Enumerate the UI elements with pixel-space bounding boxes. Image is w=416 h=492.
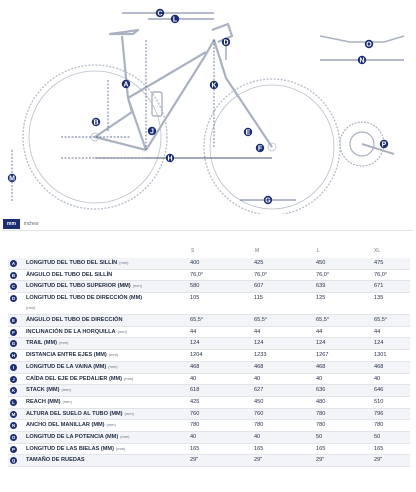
- marker-m: [8, 174, 16, 183]
- row-badge: N: [11, 423, 16, 429]
- row-label-text: DISTANCIA ENTRE EJES (MM): [26, 352, 107, 359]
- row-unit: (mm): [26, 305, 36, 311]
- svg-text:A: A: [123, 81, 129, 89]
- row-value: 76,0°: [190, 271, 204, 278]
- row-value: 607: [254, 283, 264, 290]
- row-value: 475: [374, 260, 384, 266]
- row-value: 44: [374, 328, 381, 335]
- row-badge: Q: [11, 458, 16, 464]
- row-value: 510: [374, 398, 384, 405]
- svg-text:K: K: [211, 82, 217, 90]
- row-value: 646: [374, 387, 384, 394]
- marker-l: [171, 15, 179, 24]
- row-value: 165: [254, 445, 264, 452]
- row-value: 65,5°: [190, 317, 204, 324]
- row-value: 135: [374, 295, 384, 302]
- tab-mm[interactable]: mm: [3, 219, 20, 229]
- row-value: 780: [316, 410, 326, 417]
- row-badge: G: [11, 341, 16, 347]
- svg-text:J: J: [150, 128, 154, 136]
- row-label-text: ANCHO DEL MANILLAR (MM): [26, 422, 105, 429]
- row-label: [26, 272, 112, 278]
- table-row: [8, 350, 410, 362]
- marker-h: [166, 154, 174, 163]
- svg-text:P: P: [381, 141, 387, 149]
- marker-a: [122, 80, 130, 89]
- row-value: 40: [190, 433, 197, 440]
- svg-text:F: F: [257, 145, 263, 153]
- geometry-table: [8, 244, 410, 467]
- row-label: [26, 352, 118, 358]
- row-label-text: LONGITUD DEL TUBO DE DIRECCIÓN (MM): [26, 295, 143, 302]
- row-value: 760: [254, 410, 264, 417]
- table-row: [8, 258, 410, 270]
- row-badge: H: [11, 353, 16, 359]
- row-badge: O: [11, 434, 16, 440]
- row-value: 50: [316, 433, 323, 440]
- row-value: 65,5°: [374, 317, 388, 324]
- row-value: 468: [254, 363, 264, 370]
- row-value: 480: [316, 398, 326, 405]
- row-value: 165: [190, 445, 200, 452]
- row-value: 40: [254, 375, 261, 382]
- unit-toggle: [3, 218, 42, 230]
- row-value: 400: [190, 260, 200, 266]
- row-badge: P: [11, 446, 15, 452]
- row-value: 124: [190, 340, 200, 347]
- svg-text:E: E: [245, 129, 251, 137]
- marker-f: [256, 144, 264, 153]
- svg-text:G: G: [265, 197, 271, 205]
- row-badge: M: [11, 411, 16, 417]
- row-value: 1233: [254, 352, 267, 359]
- row-label-text: STACK (MM): [26, 387, 60, 394]
- row-value: 76,0°: [254, 271, 268, 278]
- row-label: [26, 364, 118, 370]
- svg-text:H: H: [167, 155, 173, 163]
- row-value: 760: [190, 410, 200, 417]
- svg-text:M: M: [9, 175, 15, 183]
- row-label: [26, 399, 72, 405]
- row-value: 468: [374, 363, 384, 370]
- row-value: 124: [254, 340, 264, 347]
- marker-k: [210, 81, 218, 90]
- row-badge: L: [10, 399, 17, 406]
- table-row: [8, 455, 410, 467]
- row-label: [26, 329, 127, 335]
- row-value: 29": [190, 457, 199, 464]
- table-row: [8, 338, 410, 350]
- table-row: [8, 362, 410, 374]
- row-label: [26, 260, 129, 266]
- row-label-text: LONGITUD DE LA VAINA (MM): [26, 363, 107, 370]
- row-value: 44: [190, 328, 197, 335]
- row-value: 29": [254, 457, 263, 464]
- row-value: 1267: [316, 352, 329, 359]
- row-label: [26, 457, 85, 463]
- tab-inches[interactable]: inches: [23, 221, 39, 227]
- table-row: [8, 409, 410, 421]
- row-value: 780: [254, 422, 264, 429]
- row-label: [26, 340, 68, 346]
- row-value: 124: [374, 340, 384, 347]
- row-label-text: ALTURA DEL SUELO AL TUBO (MM): [26, 410, 123, 417]
- row-unit: (mm): [115, 445, 126, 451]
- row-unit: (mm): [119, 260, 129, 265]
- svg-text:O: O: [366, 41, 372, 49]
- tabs-divider: [3, 230, 413, 231]
- row-badge: J: [10, 376, 17, 383]
- row-label-text: LONGITUD DEL TUBO DEL SILLÍN: [26, 260, 118, 266]
- row-value: 671: [374, 283, 384, 290]
- row-label-text: ÁNGULO DEL TUBO DE DIRECCIÓN: [26, 317, 123, 324]
- row-value: 50: [374, 433, 381, 440]
- row-unit: (mm): [117, 328, 127, 334]
- row-value: 165: [316, 445, 326, 452]
- table-header: [8, 244, 410, 258]
- table-row: [8, 420, 410, 432]
- row-value: 618: [190, 387, 200, 394]
- row-label: [26, 376, 133, 382]
- row-value: 450: [254, 398, 264, 405]
- row-unit: (mm): [108, 363, 118, 369]
- row-unit: (mm): [58, 340, 69, 346]
- row-label-text: CAÍDA DEL EJE DE PEDALIER (MM): [26, 375, 123, 382]
- row-value: 125: [316, 295, 326, 302]
- row-value: 780: [374, 422, 384, 429]
- marker-b: [92, 118, 100, 127]
- geometry-illustration: [0, 0, 416, 214]
- row-label: [26, 434, 130, 440]
- row-value: 639: [316, 283, 326, 290]
- svg-text:B: B: [93, 119, 99, 127]
- table-row: [8, 281, 410, 293]
- row-unit: (mm): [61, 387, 71, 393]
- row-value: 29": [316, 457, 325, 464]
- row-label-text: TRAIL (MM): [26, 340, 57, 347]
- row-unit: (mm): [108, 352, 119, 358]
- row-value: 40: [374, 375, 381, 382]
- row-value: 580: [190, 283, 200, 290]
- row-label-text: ÁNGULO DEL TUBO DEL SILLÍN: [26, 271, 113, 278]
- row-unit: (mm): [62, 398, 72, 404]
- row-value: 796: [374, 410, 384, 417]
- marker-o: [365, 40, 373, 49]
- row-value: 425: [254, 260, 264, 266]
- row-badge: C: [11, 284, 16, 290]
- row-label-text: INCLINACIÓN DE LA HORQUILLA: [26, 328, 116, 335]
- row-unit: (mm): [124, 375, 134, 381]
- marker-n: [358, 56, 366, 65]
- row-unit: (mm): [120, 433, 130, 439]
- table-row: [8, 270, 410, 282]
- row-label: [26, 411, 134, 417]
- svg-text:L: L: [172, 16, 178, 24]
- row-value: 468: [316, 363, 326, 370]
- row-label: [26, 422, 116, 428]
- table-row: [8, 327, 410, 339]
- table-row: [8, 374, 410, 386]
- size-header: XL: [374, 248, 381, 254]
- row-unit: (mm): [124, 410, 134, 416]
- size-header: M: [255, 248, 260, 254]
- row-badge: E: [11, 318, 15, 324]
- row-value: 165: [374, 445, 384, 452]
- row-value: 450: [316, 260, 326, 266]
- row-value: 425: [190, 398, 200, 405]
- row-value: 468: [190, 363, 200, 370]
- row-value: 115: [254, 295, 263, 302]
- size-header: L: [317, 248, 320, 254]
- row-label: [26, 446, 125, 452]
- table-row: [8, 385, 410, 397]
- table-row: [8, 293, 410, 315]
- marker-d: [222, 38, 230, 47]
- row-unit: (mm): [132, 283, 142, 289]
- row-value: 636: [316, 387, 326, 394]
- row-value: 124: [316, 340, 326, 347]
- row-label-text: LONGITUD DE LAS BIELAS (MM): [26, 445, 114, 452]
- bike-geometry-diagram: [0, 0, 416, 214]
- row-value: 1301: [374, 352, 387, 359]
- row-badge: K: [11, 388, 16, 394]
- svg-text:D: D: [223, 39, 229, 47]
- row-label-text: LONGITUD DE LA POTENCIA (MM): [26, 433, 119, 440]
- table-row: [8, 432, 410, 444]
- row-value: 780: [190, 422, 200, 429]
- svg-text:C: C: [157, 10, 163, 18]
- row-value: 780: [316, 422, 326, 429]
- svg-text:N: N: [359, 57, 365, 65]
- row-label-text: LONGITUD DEL TUBO SUPERIOR (MM): [26, 283, 131, 290]
- row-value: 65,5°: [254, 317, 268, 324]
- row-value: 40: [254, 433, 261, 440]
- row-label: [26, 295, 143, 311]
- row-value: 65,5°: [316, 317, 330, 324]
- row-badge: D: [11, 296, 16, 302]
- table-row: [8, 397, 410, 409]
- marker-e: [244, 128, 252, 137]
- size-header: S: [191, 248, 195, 254]
- row-unit: (mm): [106, 422, 116, 428]
- row-value: 40: [316, 375, 323, 382]
- row-label: [26, 317, 123, 323]
- marker-p: [380, 140, 388, 149]
- row-value: 105: [190, 295, 200, 302]
- marker-c: [156, 9, 164, 18]
- table-row: [8, 315, 410, 327]
- marker-g: [264, 196, 272, 205]
- row-label: [26, 283, 142, 289]
- row-value: 44: [316, 328, 323, 335]
- row-badge: F: [10, 329, 17, 336]
- row-value: 627: [254, 387, 264, 394]
- row-badge: B: [11, 272, 16, 278]
- row-value: 1204: [190, 352, 203, 359]
- row-value: 44: [254, 328, 261, 335]
- row-label-text: TAMAÑO DE RUEDAS: [26, 457, 85, 464]
- row-label: [26, 387, 71, 393]
- row-badge: I: [10, 364, 17, 371]
- table-body: [8, 258, 410, 467]
- row-value: 76,0°: [374, 271, 388, 278]
- row-label-text: REACH (MM): [26, 398, 61, 405]
- row-value: 29": [374, 457, 383, 464]
- row-value: 76,0°: [316, 271, 330, 278]
- row-badge: A: [11, 261, 16, 266]
- table-row: [8, 444, 410, 456]
- row-value: 40: [190, 375, 197, 382]
